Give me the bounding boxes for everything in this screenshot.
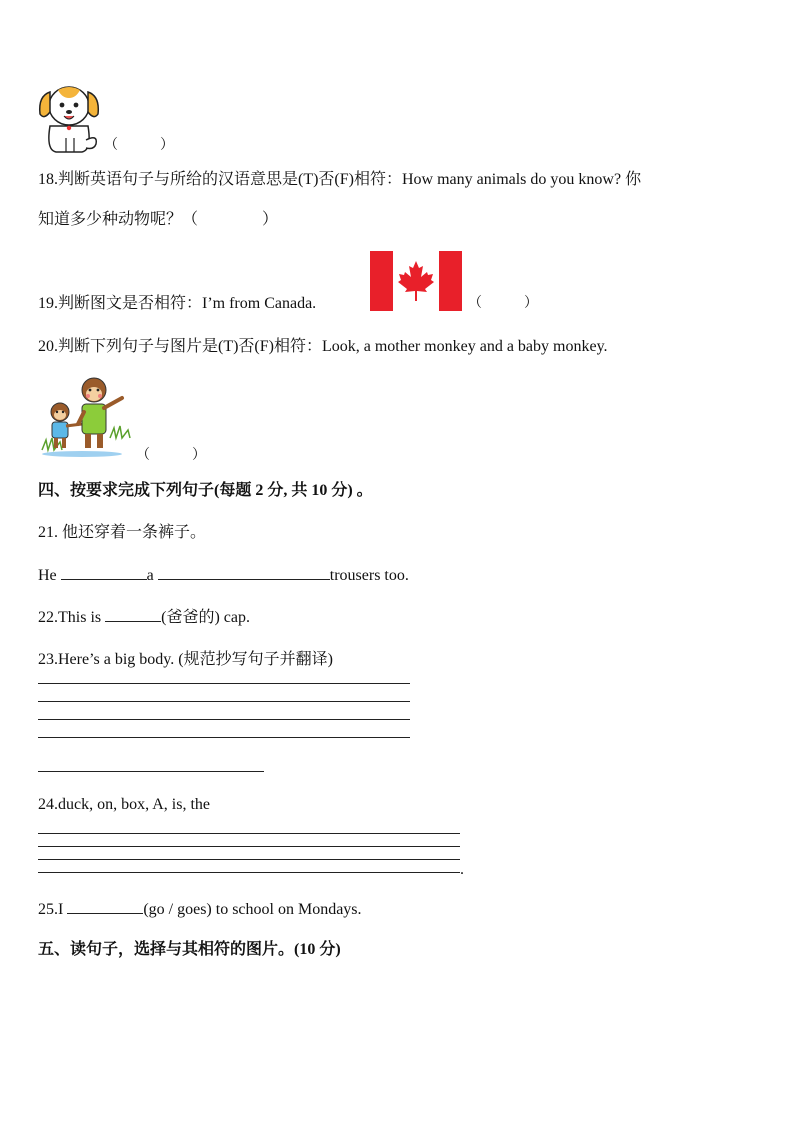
- q21-sentence: [38, 565, 409, 586]
- q23-translation-line[interactable]: [38, 771, 264, 772]
- q24-end-period: .: [460, 861, 464, 878]
- q21-blank-2[interactable]: [158, 565, 330, 580]
- q23-writing-line-4[interactable]: [38, 737, 410, 738]
- q21-word-a: a: [146, 567, 154, 584]
- q25-blank[interactable]: [67, 899, 143, 914]
- q24-text: 24.duck, on, box, A, is, the: [38, 796, 210, 813]
- canada-flag-image: [370, 251, 462, 311]
- q19-answer-paren: （ ）: [468, 296, 538, 311]
- monkeys-image: [38, 372, 134, 458]
- q23-writing-line-3[interactable]: [38, 719, 410, 720]
- q23-writing-line-2[interactable]: [38, 701, 410, 702]
- q21-word-trousers: trousers too.: [329, 567, 409, 584]
- q17-answer-paren: （ ）: [104, 138, 174, 153]
- q24-writing-line-3[interactable]: [38, 859, 460, 860]
- q22-post: (爸爸的) cap.: [161, 609, 250, 626]
- q20-answer-paren: （ ）: [136, 448, 206, 463]
- section-5-title: 五、读句子，选择与其相符的图片。(10 分): [38, 941, 341, 958]
- q25-sentence: [38, 899, 362, 920]
- q18-text-line2: 知道多少种动物呢？（ ）: [38, 211, 279, 228]
- q22-blank[interactable]: [105, 607, 161, 622]
- q23-writing-line-1[interactable]: [38, 683, 410, 684]
- puppy-image: [36, 78, 100, 154]
- q24-writing-line-4[interactable]: [38, 872, 460, 873]
- q24-writing-line-1[interactable]: [38, 833, 460, 834]
- q24-writing-line-2[interactable]: [38, 846, 460, 847]
- q18-text-line1: 18.判断英语句子与所给的汉语意思是(T)否(F)相符：How many animals do you know? 你: [38, 171, 642, 188]
- q25-post: (go / goes) to school on Mondays.: [143, 901, 362, 918]
- q21-prompt: 21. 他还穿着一条裤子。: [38, 524, 207, 541]
- q20-text: 20.判断下列句子与图片是(T)否(F)相符：Look, a mother monkey and a baby monkey.: [38, 338, 608, 355]
- q21-word-he: He: [38, 567, 57, 584]
- section-4-title: 四、按要求完成下列句子(每题 2 分, 共 10 分) 。: [38, 482, 373, 499]
- q25-pre: 25.I: [38, 901, 64, 918]
- q22-pre: 22.This is: [38, 609, 102, 626]
- q23-text: 23.Here’s a big body. (规范抄写句子并翻译): [38, 651, 333, 668]
- q19-text: 19.判断图文是否相符：I’m from Canada.: [38, 295, 317, 312]
- q21-blank-1[interactable]: [61, 565, 147, 580]
- q22-sentence: [38, 607, 250, 628]
